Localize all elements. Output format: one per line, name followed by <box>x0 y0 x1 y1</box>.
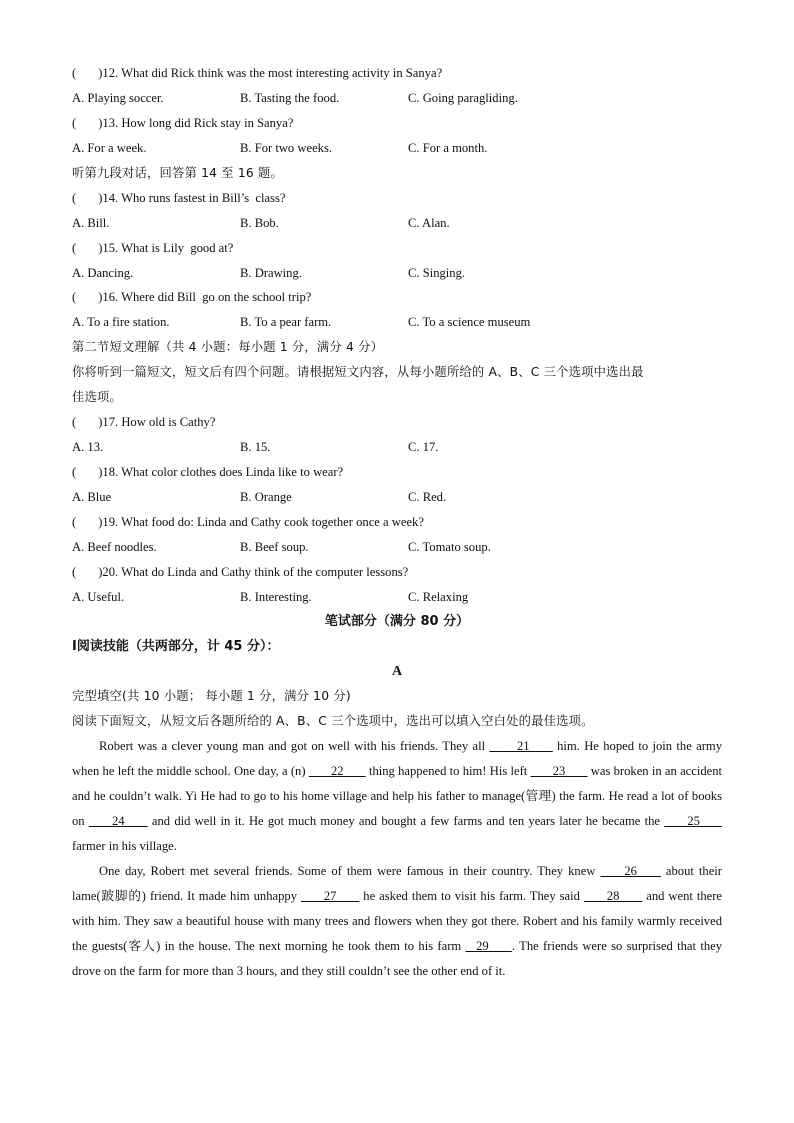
answer-blank: ___25___ <box>664 814 723 829</box>
answer-blank: ___22___ <box>308 764 366 779</box>
passage-text: thing happened to him! His left <box>365 764 531 779</box>
question-line: ( )15. What is Lily good at? <box>72 240 234 255</box>
passage-text: about their lame(跛脚的) friend. It made him unhappy <box>72 864 722 904</box>
question-line: ( )18. What color clothes does Linda like to wear? <box>72 465 344 479</box>
answer-blank: ___27___ <box>300 889 360 904</box>
reading-section-heading: Ⅰ阅读技能（共两部分，计 45 分）： <box>72 638 280 654</box>
option-c: C. For a month. <box>408 140 488 155</box>
instruction-line: 你将听到一篇短文，短文后有四个问题。请根据短文内容，从每小题所给的 A、B、C 三个选项中选出最 <box>72 365 644 380</box>
option-b: B. For two weeks. <box>240 140 332 155</box>
options-row <box>72 211 722 236</box>
passage-text: and did well in it. He got much money and bought a few farms and ten years later he became the <box>147 814 665 829</box>
listening-section <box>72 61 722 610</box>
options-row <box>72 435 722 460</box>
instruction-line: 第二节短文理解（共 4 小题：每小题 1 分，满分 4 分） <box>72 340 384 355</box>
passage-text: was broken in an accident and he couldn’t walk. Yi He had to go to his home village and help his father to manage(管理) the farm. He read a lot of books on <box>72 764 723 829</box>
answer-blank: ___28___ <box>583 889 643 904</box>
option-b: B. 15. <box>240 440 271 455</box>
options-row <box>72 535 722 560</box>
passage-text: he asked them to visit his farm. They said <box>359 889 584 904</box>
option-a: A. Useful. <box>72 589 125 604</box>
question-line: ( )12. What did Rick think was the most interesting activity in Sanya? <box>72 66 443 80</box>
passage-text: . The friends were so surprised that they drove on the farm for more than 3 hours, and they still couldn’t see the other end of it. <box>72 938 722 978</box>
option-b: B. Interesting. <box>240 589 312 604</box>
option-a: A. Bill. <box>72 215 110 230</box>
passage-text: Robert was a clever young man and got on well with his friends. They all <box>99 739 490 754</box>
option-c: C. Going paragliding. <box>408 90 518 105</box>
answer-blank: ___26___ <box>600 864 661 879</box>
instruction-line: 听第九段对话，回答第 14 至 16 题。 <box>72 165 283 180</box>
option-a: A. Playing soccer. <box>72 90 164 105</box>
part-label: A <box>391 663 403 679</box>
options-row <box>72 585 722 610</box>
written-part-heading: 笔试部分（满分 80 分） <box>324 613 470 629</box>
options-row <box>72 310 722 335</box>
answer-blank: _29___ <box>465 938 512 953</box>
passage-text: and went there with him. They saw a beautiful house with many trees and flowers when they got there. Robert and his family warmly received the guests(客人) in the house. The next morning he took them to his farm <box>72 889 723 953</box>
passage-text: One day, Robert met several friends. Some of them were famous in their country. They knew <box>99 864 601 879</box>
option-a: A. 13. <box>72 440 104 455</box>
passage-paragraph-1 <box>72 734 722 859</box>
options-row <box>72 86 722 111</box>
option-c: C. Red. <box>408 489 447 504</box>
answer-blank: ___23___ <box>530 764 588 779</box>
option-a: A. Dancing. <box>72 265 134 280</box>
question-line: ( )14. Who runs fastest in Bill’s class? <box>72 190 286 205</box>
passage-text: farmer in his village. <box>72 839 177 854</box>
option-b: B. Orange <box>240 489 292 504</box>
question-line: ( )13. How long did Rick stay in Sanya? <box>72 115 294 130</box>
option-b: B. Bob. <box>240 215 279 230</box>
cloze-title: 完型填空(共 10 小题； 每小题 1 分，满分 10 分) <box>72 689 351 704</box>
options-row <box>72 485 722 510</box>
option-a: A. For a week. <box>72 140 147 155</box>
options-row <box>72 136 722 161</box>
passage-text: him. He hoped to join the army when he left the middle school. One day, a (n) <box>72 739 722 779</box>
option-b: B. Tasting the food. <box>240 90 340 105</box>
instruction-line: 佳选项。 <box>72 390 122 405</box>
option-a: A. Beef noodles. <box>72 539 157 554</box>
answer-blank: ___21___ <box>489 739 553 754</box>
question-line: ( )17. How old is Cathy? <box>72 415 216 430</box>
option-b: B. Drawing. <box>240 265 302 280</box>
option-a: A. To a fire station. <box>72 315 170 330</box>
exam-page <box>72 61 722 984</box>
option-c: C. Tomato soup. <box>408 539 491 554</box>
question-line: ( )16. Where did Bill go on the school trip? <box>72 290 312 305</box>
options-row <box>72 261 722 286</box>
option-c: C. Singing. <box>408 265 466 280</box>
option-c: C. To a science museum <box>408 315 531 330</box>
cloze-instruction: 阅读下面短文，从短文后各题所给的 A、B、C 三个选项中，选出可以填入空白处的最佳选项。 <box>72 714 594 729</box>
answer-blank: ___24___ <box>88 814 148 829</box>
passage-paragraph-2 <box>72 859 722 984</box>
option-a: A. Blue <box>72 489 112 504</box>
option-c: C. Alan. <box>408 215 450 230</box>
question-line: ( )19. What food do: Linda and Cathy cook together once a week? <box>72 514 424 529</box>
option-b: B. To a pear farm. <box>240 315 332 330</box>
question-line: ( )20. What do Linda and Cathy think of the computer lessons? <box>72 564 409 579</box>
option-b: B. Beef soup. <box>240 539 309 554</box>
option-c: C. 17. <box>408 440 439 455</box>
option-c: C. Relaxing <box>408 589 469 604</box>
